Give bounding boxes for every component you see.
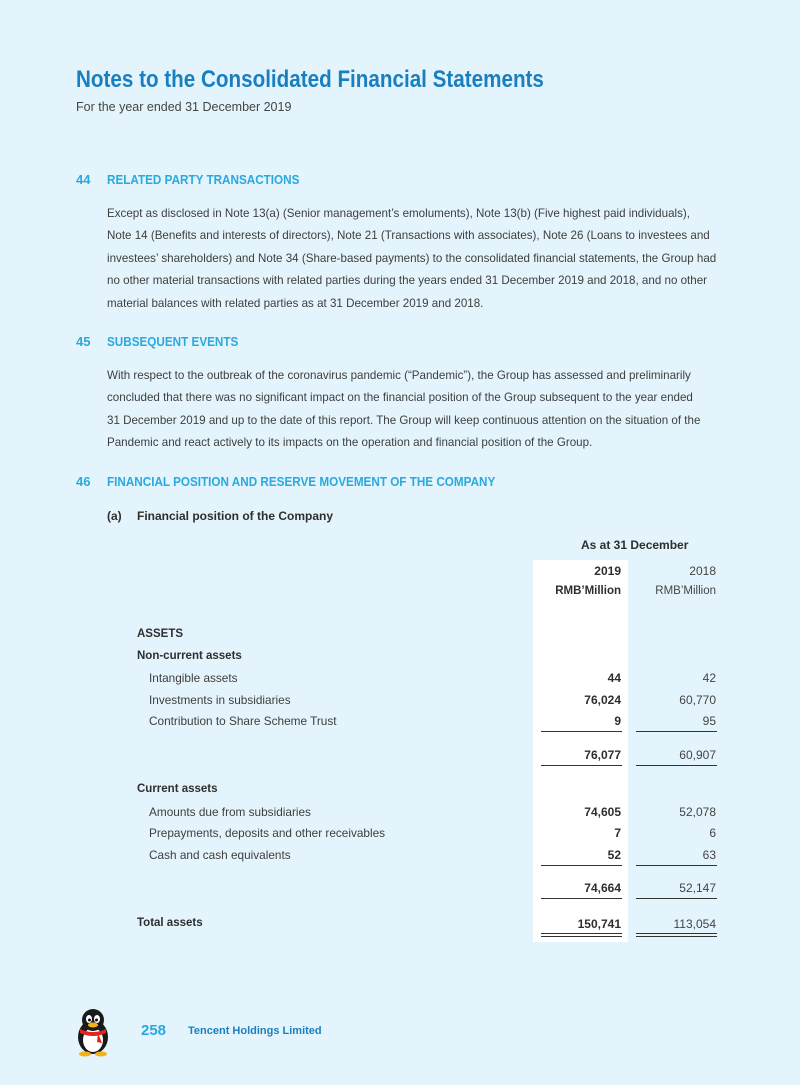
subtotal-rule — [636, 865, 717, 866]
section-44-line: Except as disclosed in Note 13(a) (Senior management’s emoluments), Note 13(b) (Five highest paid individuals), — [107, 207, 690, 220]
total-rule — [636, 898, 717, 899]
subtotal-rule — [636, 731, 717, 732]
column-2018-header: 2018 — [689, 564, 716, 578]
table-row-label: Contribution to Share Scheme Trust — [149, 714, 337, 728]
table-cell-2019: 52 — [607, 848, 621, 862]
table-cell-2018: 95 — [702, 714, 716, 728]
section-45-line: concluded that there was no significant impact on the financial position of the Group subsequent to the year ended — [107, 391, 693, 405]
noncurrent-assets-heading: Non-current assets — [137, 650, 242, 662]
table-cell-2018: 60,770 — [679, 693, 716, 707]
section-46-title: FINANCIAL POSITION AND RESERVE MOVEMENT OF THE COMPANY — [107, 474, 496, 489]
table-cell-2018: 6 — [709, 826, 716, 840]
section-44-line: material balances with related parties as at 31 December 2019 and 2018. — [107, 296, 484, 310]
subtotal-rule — [541, 865, 622, 866]
total-rule — [541, 898, 622, 899]
section-44-body — [107, 203, 724, 315]
section-44-number: 44 — [76, 172, 91, 187]
table-row-label: Prepayments, deposits and other receivables — [149, 826, 386, 840]
total-rule — [636, 765, 717, 766]
section-45-line: Pandemic and react actively to its impacts on the operation and financial position of the Group. — [107, 436, 593, 450]
subsection-title: Financial position of the Company — [137, 509, 334, 523]
penguin-icon — [72, 1005, 114, 1057]
section-45-line: With respect to the outbreak of the coronavirus pandemic (“Pandemic”), the Group has assessed and preliminarily — [107, 369, 691, 382]
total-assets-2018: 113,054 — [673, 917, 716, 931]
page-number: 258 — [141, 1022, 167, 1039]
section-44-line: no other material transactions with related parties during the years ended 31 December 2019 and 2018, and no other — [107, 274, 708, 288]
table-cell-2018: 63 — [702, 848, 716, 862]
total-rule — [541, 765, 622, 766]
column-2019-header: 2019 — [594, 564, 621, 578]
noncurrent-total-2019: 76,077 — [584, 748, 621, 762]
section-45-number: 45 — [76, 334, 91, 349]
table-row-label: Intangible assets — [149, 671, 238, 685]
noncurrent-total-2018: 60,907 — [679, 748, 716, 762]
table-cell-2019: 44 — [607, 671, 621, 685]
table-group-header: As at 31 December — [581, 538, 689, 552]
table-row-label: Amounts due from subsidiaries — [149, 805, 311, 819]
section-45-body — [107, 365, 724, 455]
column-2019-unit: RMB’Million — [555, 585, 621, 597]
double-rule — [636, 936, 717, 937]
section-44-title: RELATED PARTY TRANSACTIONS — [107, 172, 300, 187]
section-46-number: 46 — [76, 474, 91, 489]
current-total-2018: 52,147 — [679, 881, 716, 895]
column-2018-unit: RMB’Million — [655, 585, 716, 597]
table-cell-2018: 52,078 — [679, 805, 716, 819]
section-44-line: investees’ shareholders) and Note 34 (Share-based payments) to the consolidated financial statements, the Group had — [107, 251, 717, 265]
current-assets-heading: Current assets — [137, 783, 218, 795]
table-cell-2019: 76,024 — [584, 693, 621, 707]
table-cell-2019: 9 — [614, 714, 621, 728]
double-rule — [541, 933, 622, 934]
company-name: Tencent Holdings Limited — [188, 1025, 322, 1037]
double-rule — [541, 936, 622, 937]
section-44-line: Note 14 (Benefits and interests of directors), Note 21 (Transactions with associates), Note 26 (Loans to investees and — [107, 229, 710, 243]
table-row-label: Cash and cash equivalents — [149, 848, 291, 862]
page-title: Notes to the Consolidated Financial Statements — [76, 66, 544, 93]
page-subtitle: For the year ended 31 December 2019 — [76, 100, 292, 114]
double-rule — [636, 933, 717, 934]
section-45-title: SUBSEQUENT EVENTS — [107, 334, 239, 349]
current-total-2019: 74,664 — [584, 881, 621, 895]
section-45-line: 31 December 2019 and up to the date of this report. The Group will keep continuous attention on the situation of the — [107, 413, 701, 427]
subtotal-rule — [541, 731, 622, 732]
total-assets-2019: 150,741 — [577, 917, 621, 931]
table-cell-2018: 42 — [702, 671, 716, 685]
subsection-label: (a) — [107, 509, 122, 523]
total-assets-label: Total assets — [137, 917, 203, 929]
table-cell-2019: 7 — [614, 826, 621, 840]
table-cell-2019: 74,605 — [584, 805, 621, 819]
table-row-label: Investments in subsidiaries — [149, 693, 291, 707]
assets-heading: ASSETS — [137, 628, 184, 640]
